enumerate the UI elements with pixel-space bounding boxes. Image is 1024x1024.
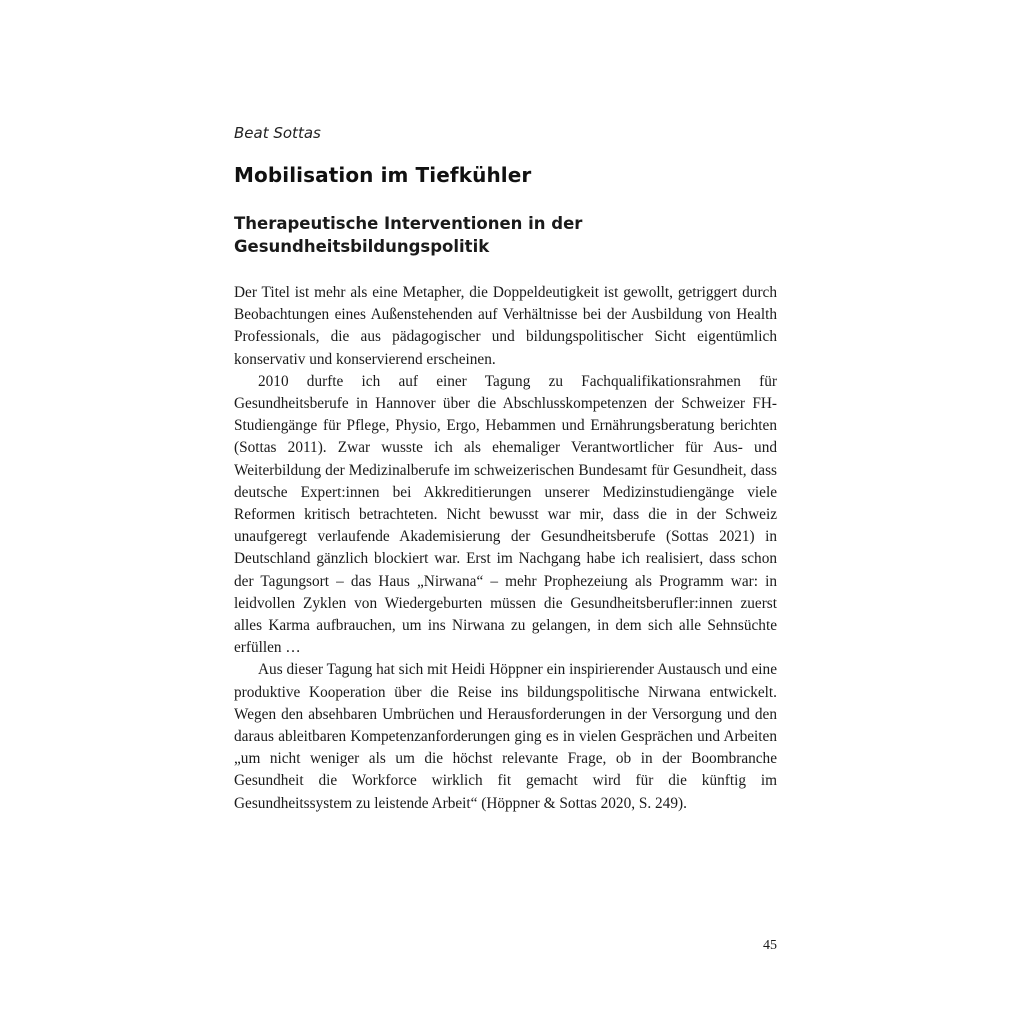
page-number: 45 [763, 938, 777, 953]
body-text [234, 282, 777, 815]
body-paragraph: Der Titel ist mehr als eine Metapher, die Doppeldeutigkeit ist gewollt, getriggert durch Beobachtungen eines Außenstehenden auf Verhältnisse bei der Ausbildung von Health Professionals, die aus pädagogischer und bildungspolitischer Sicht eigentümlich konservativ und konservierend erscheinen. [234, 284, 777, 368]
chapter-title: Mobilisation im Tiefkühler [234, 163, 532, 187]
body-paragraph: 2010 durfte ich auf einer Tagung zu Fachqualifikationsrahmen für Gesundheitsberufe in Hannover über die Abschlusskompetenzen der Schweizer FH-Studiengänge für Pflege, Physio, Ergo, Hebammen und Ernährungsberatung berichten (Sottas 2011). Zwar wusste ich als ehemaliger Verantwortlicher für Aus- und Weiterbildung der Medizinalberufe im schweizerischen Bundesamt für Gesundheit, dass deutsche Expert:innen bei Akkreditierungen unserer Medizinstudiengänge viele Reformen kritisch betrachteten. Nicht bewusst war mir, dass die in der Schweiz unaufgeregt verlaufende Akademisierung der Gesundheitsberufe (Sottas 2021) in Deutschland gänzlich blockiert war. Erst im Nachgang habe ich realisiert, dass schon der Tagungsort – das Haus „Nirwana“ – mehr Prophezeiung als Programm war: in leidvollen Zyklen von Wiedergeburten müssen die Gesundheitsberufler:innen zuerst alles Karma aufbrauchen, um ins Nirwana zu gelangen, in dem sich alle Sehnsüchte erfüllen … [234, 372, 777, 657]
chapter-subtitle-line: Gesundheitsbildungspolitik [234, 237, 490, 256]
body-paragraph: Aus dieser Tagung hat sich mit Heidi Höppner ein inspirierender Austausch und eine produktive Kooperation über die Reise ins bildungspolitische Nirwana entwickelt. Wegen den absehbaren Umbrüchen und Herausforderungen in der Versorgung und den daraus ableitbaren Kompetenzanforderungen ging es in vielen Gesprächen und Arbeiten „um nicht weniger als um die höchst relevante Frage, ob in der Boombranche Gesundheit die Workforce wirklich fit gemacht wird für die künftig im Gesundheitssystem zu leistende Arbeit“ (Höppner & Sottas 2020, S. 249). [234, 661, 777, 812]
chapter-subtitle [234, 212, 654, 258]
chapter-author: Beat Sottas [234, 124, 321, 142]
chapter-subtitle-line: Therapeutische Interventionen in der [234, 214, 583, 233]
